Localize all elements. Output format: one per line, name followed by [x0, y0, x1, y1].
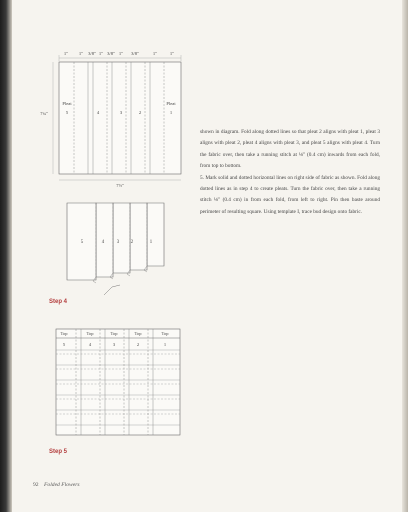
pleat-number: 5 [80, 240, 84, 245]
col-width-label: 1" [169, 51, 175, 56]
pleat-number: 2 [130, 240, 134, 245]
pleat-right-label: Pleat [166, 101, 176, 106]
instructions-text [200, 127, 380, 218]
pleat-number: 4 [101, 240, 105, 245]
instruction-paragraph: 5. Mark solid and dotted horizontal lines on right side of fabric as shown. Fold along dotted lines as in step 4 to create pleats. Turn the fabric over, then take a running stitch ⅛" (0.4 cm) in from each fold, from left to right. Pin then baste around perimeter of resulting square. Using template I, trace bud design onto fabric. [200, 174, 380, 215]
col-width-label: 1" [118, 51, 124, 56]
top-label: Top [60, 331, 68, 336]
col-width-label: 3/8" [131, 51, 139, 56]
col-width-label: 3/8" [88, 51, 96, 56]
top-label: Top [134, 331, 142, 336]
width-label: 7½" [116, 183, 124, 188]
pleat-right-number: 1 [169, 110, 173, 115]
instruction-paragraph: shown in diagram. Fold along dotted lines so that pleat 2 aligns with pleat 1, pleat 3 aligns with pleat 2, pleat 4 aligns with pleat 3, and pleat 5 aligns with pleat 4. Turn the fabric over, then take a running stitch at ⅛" (0.4 cm) inwards from each fold, from top to bottom. [200, 129, 380, 170]
page-footer [33, 482, 80, 488]
col-width-label: 1" [98, 51, 104, 56]
running-title: Folded Flowers [44, 482, 80, 488]
pleat-number: 2 [138, 110, 142, 115]
column-number: 2 [136, 342, 140, 347]
column-number: 1 [163, 342, 167, 347]
pleat-left-label: Pleat [62, 101, 72, 106]
page-number: 92 [33, 482, 39, 488]
top-label: Top [110, 331, 118, 336]
column-number: 5 [62, 342, 66, 347]
col-width-label: 3/8" [107, 51, 115, 56]
pleat-number: 3 [116, 240, 120, 245]
col-width-label: 1" [78, 51, 84, 56]
pleat-number: 1 [149, 240, 153, 245]
col-width-label: 1" [152, 51, 158, 56]
pleat-number: 3 [119, 110, 123, 115]
pleat-left-number: 5 [65, 110, 69, 115]
column-number: 3 [112, 342, 116, 347]
top-label: Top [161, 331, 169, 336]
column-number: 4 [88, 342, 92, 347]
top-label: Top [86, 331, 94, 336]
step5-label: Step 5 [49, 449, 68, 455]
pleat-number: 4 [96, 110, 100, 115]
col-width-label: 1" [63, 51, 69, 56]
height-label: 7¼" [40, 111, 48, 116]
step4-label: Step 4 [49, 299, 68, 305]
